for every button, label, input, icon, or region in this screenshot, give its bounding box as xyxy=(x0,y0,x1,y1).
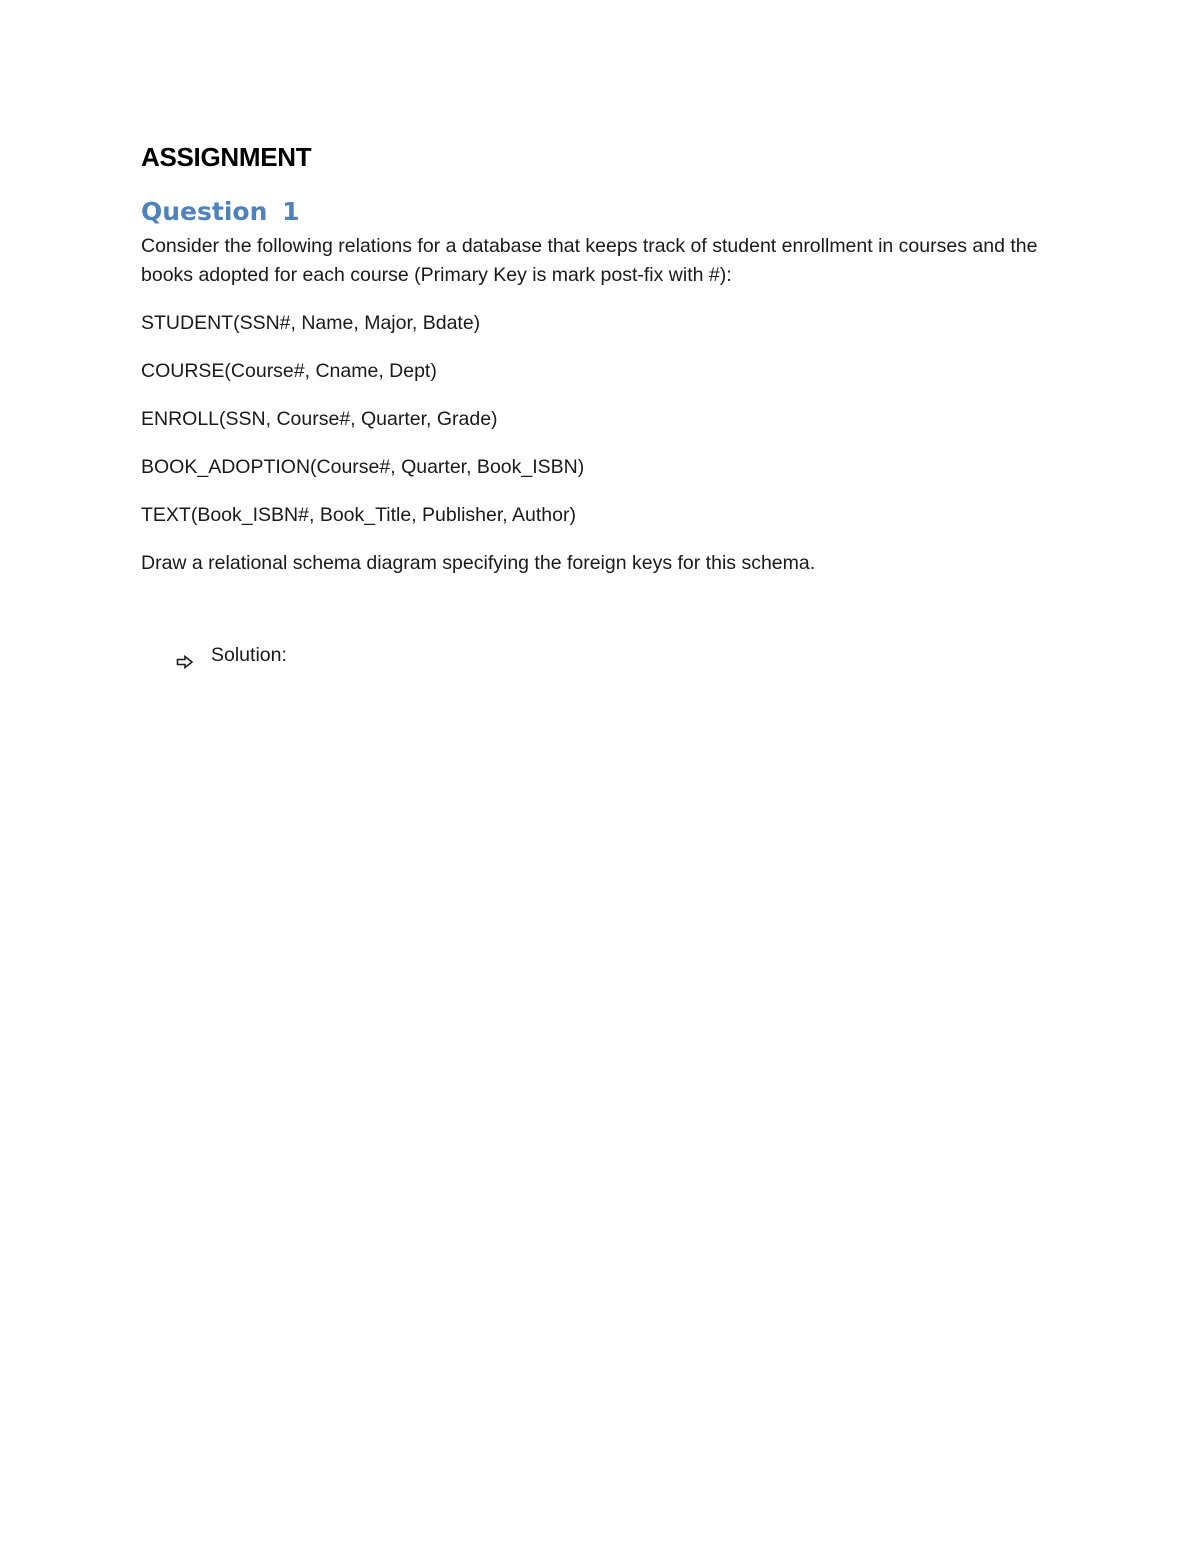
relation-text: TEXT(Book_ISBN#, Book_Title, Publisher, Author) xyxy=(141,503,576,526)
relation-book-adoption: BOOK_ADOPTION(Course#, Quarter, Book_ISBN) xyxy=(141,455,585,478)
relation-enroll: ENROLL(SSN, Course#, Quarter, Grade) xyxy=(141,407,498,430)
question-instruction: Draw a relational schema diagram specifying the foreign keys for this schema. xyxy=(141,551,816,574)
solution-label: Solution: xyxy=(211,644,287,666)
arrow-right-outline-icon xyxy=(176,649,194,663)
relation-student: STUDENT(SSN#, Name, Major, Bdate) xyxy=(141,311,481,334)
relation-course: COURSE(Course#, Cname, Dept) xyxy=(141,359,437,382)
question-intro-text: Consider the following relations for a database that keeps track of student enrollment in courses and the books adopted for each course (Primary Key is mark post-fix with #): xyxy=(141,235,1038,286)
question-heading: Question 1 xyxy=(141,197,300,226)
document-body xyxy=(141,140,1071,577)
document-title: ASSIGNMENT xyxy=(141,142,312,172)
solution-bullet-item xyxy=(176,641,287,669)
